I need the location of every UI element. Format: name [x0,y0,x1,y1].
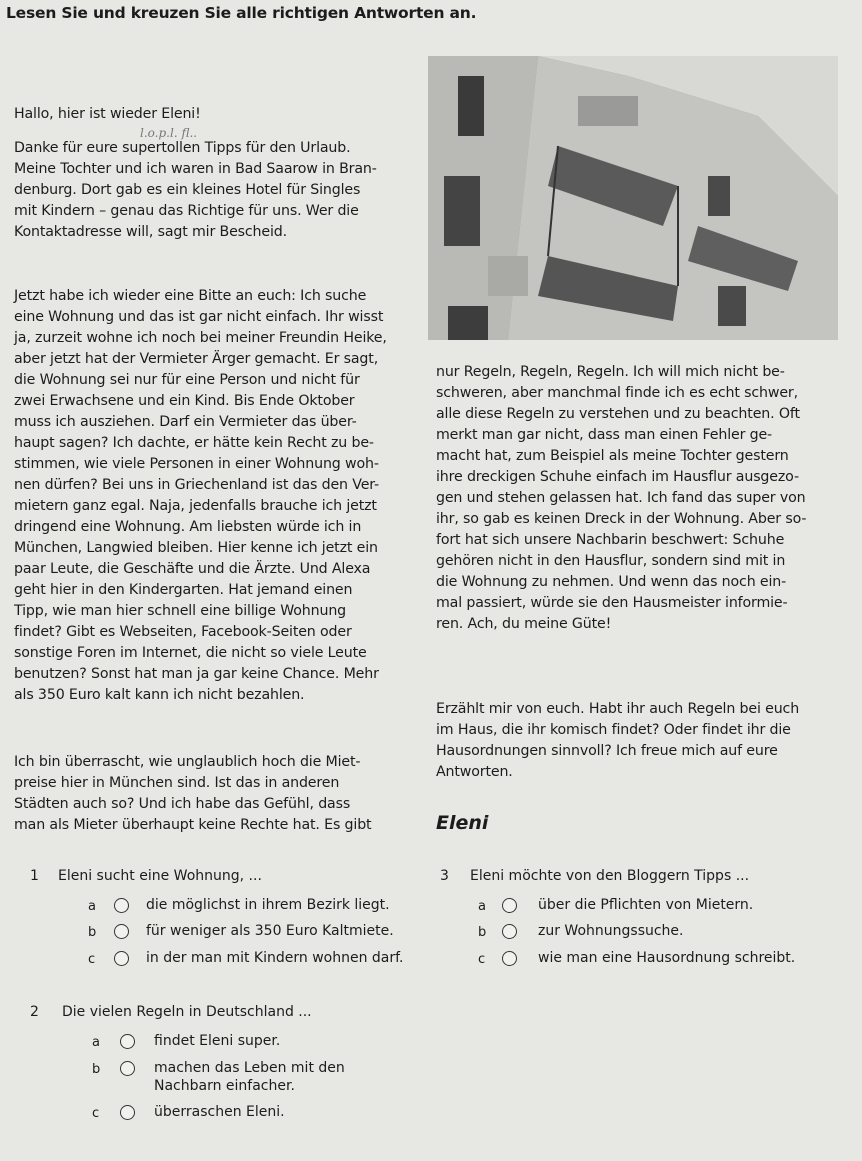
text-line: eine Wohnung und das ist gar nicht einfach. Ihr wisst [14,309,384,325]
exercise-instruction: Lesen Sie und kreuzen Sie alle richtigen Antworten an. [6,4,477,22]
letter-right-paragraph-1 [436,362,806,635]
answer-radio-1a[interactable] [114,898,129,913]
text-line: dringend eine Wohnung. Am liebsten würde ich in [14,519,362,535]
text-line: fort hat sich unsere Nachbarin beschwert: Schuhe [436,532,785,548]
text-line: aber jetzt hat der Vermieter Ärger gemacht. Er sagt, [14,351,379,367]
option-letter: c [478,952,486,967]
question-prompt: Die vielen Regeln in Deutschland ... [62,1004,312,1020]
text-line: Ich bin überrascht, wie unglaublich hoch die Miet- [14,754,361,770]
text-line: preise hier in München sind. Ist das in anderen [14,775,340,791]
text-line: alle diese Regeln zu verstehen und zu beachten. Oft [436,406,800,422]
text-line: die Wohnung zu nehmen. Und wenn das noch ein- [436,574,787,590]
letter-paragraph-3 [14,752,371,836]
text-line: Danke für eure supertollen Tipps für den Urlaub. [14,140,351,156]
text-line: Erzählt mir von euch. Habt ihr auch Regeln bei euch [436,701,800,717]
text-line: Tipp, wie man hier schnell eine billige Wohnung [14,603,347,619]
text-line: man als Mieter überhaupt keine Rechte hat. Es gibt [14,817,372,833]
text-line: gen und stehen gelassen hat. Ich fand das super von [436,490,806,506]
text-line: ihr, so gab es keinen Dreck in der Wohnung. Aber so- [436,511,807,527]
option-text: wie man eine Hausordnung schreibt. [538,950,796,966]
letter-signature: Eleni [436,812,489,834]
option-letter: a [92,1035,100,1050]
option-text: über die Pflichten von Mietern. [538,897,754,913]
option-text: machen das Leben mit den Nachbarn einfacher. [154,1060,345,1094]
option-letter: c [92,1106,100,1121]
text-line: im Haus, die ihr komisch findet? Oder findet ihr die [436,722,791,738]
text-line: ihre dreckigen Schuhe einfach im Hausflur ausgezo- [436,469,799,485]
answer-radio-3b[interactable] [502,924,517,939]
text-line: geht hier in den Kindergarten. Hat jemand einen [14,582,353,598]
option-text: zur Wohnungssuche. [538,923,684,939]
text-line: München, Langwied bleiben. Hier kenne ich jetzt ein [14,540,378,556]
text-line: gehören nicht in den Hausflur, sondern sind mit in [436,553,786,569]
letter-paragraph-2 [14,286,387,706]
option-letter: a [478,899,486,914]
text-line: Hausordnungen sinnvoll? Ich freue mich auf eure [436,743,778,759]
text-line: mit Kindern – genau das Richtige für uns. Wer die [14,203,359,219]
option-text: überraschen Eleni. [154,1104,285,1120]
text-line: zwei Erwachsene und ein Kind. Bis Ende Oktober [14,393,355,409]
text-line: ren. Ach, du meine Güte! [436,616,612,632]
text-line: paar Leute, die Geschäfte und die Ärzte. Und Alexa [14,561,371,577]
text-line: die Wohnung sei nur für eine Person und nicht für [14,372,360,388]
text-line: Städten auch so? Und ich habe das Gefühl, dass [14,796,351,812]
answer-radio-2c[interactable] [120,1105,135,1120]
answer-radio-2b[interactable] [120,1061,135,1076]
option-letter: b [92,1062,101,1077]
text-line: als 350 Euro kalt kann ich nicht bezahlen. [14,687,305,703]
answer-radio-1b[interactable] [114,924,129,939]
question-prompt: Eleni möchte von den Bloggern Tipps ... [470,868,750,884]
option-letter: c [88,952,96,967]
building-photo [428,56,838,340]
text-line: Meine Tochter und ich waren in Bad Saarow in Bran- [14,161,377,177]
text-line: muss ich ausziehen. Darf ein Vermieter das über- [14,414,357,430]
text-line: merkt man gar nicht, dass man einen Fehler ge- [436,427,773,443]
handwritten-note: l.o.p.l. fl.. [140,126,198,140]
text-line: Antworten. [436,764,513,780]
question-prompt: Eleni sucht eine Wohnung, ... [58,868,262,884]
option-text: die möglichst in ihrem Bezirk liegt. [146,897,390,913]
question-number: 1 [30,868,39,884]
option-letter: a [88,899,96,914]
option-text: für weniger als 350 Euro Kaltmiete. [146,923,394,939]
option-letter: b [88,925,97,940]
text-line: schweren, aber manchmal finde ich es echt schwer, [436,385,798,401]
text-line: mietern ganz egal. Naja, jedenfalls brauche ich jetzt [14,498,377,514]
text-line: ja, zurzeit wohne ich noch bei meiner Freundin Heike, [14,330,387,346]
text-line: nur Regeln, Regeln, Regeln. Ich will mich nicht be- [436,364,785,380]
question-number: 2 [30,1004,39,1020]
option-text: in der man mit Kindern wohnen darf. [146,950,404,966]
text-line: sonstige Foren im Internet, die nicht so viele Leute [14,645,367,661]
text-line: haupt sagen? Ich dachte, er hätte kein Recht zu be- [14,435,374,451]
option-letter: b [478,925,487,940]
text-line: stimmen, wie viele Personen in einer Wohnung woh- [14,456,379,472]
text-line: Kontaktadresse will, sagt mir Bescheid. [14,224,287,240]
apartment-building-image [428,56,838,340]
text-line: findet? Gibt es Webseiten, Facebook-Seiten oder [14,624,352,640]
answer-radio-1c[interactable] [114,951,129,966]
text-line: benutzen? Sonst hat man ja gar keine Chance. Mehr [14,666,379,682]
question-number: 3 [440,868,449,884]
option-text: findet Eleni super. [154,1033,281,1049]
letter-right-paragraph-2 [436,699,799,783]
answer-radio-3a[interactable] [502,898,517,913]
text-line: Jetzt habe ich wieder eine Bitte an euch: Ich suche [14,288,367,304]
text-line: macht hat, zum Beispiel als meine Tochter gestern [436,448,789,464]
text-line: mal passiert, würde sie den Hausmeister informie- [436,595,788,611]
answer-radio-3c[interactable] [502,951,517,966]
answer-radio-2a[interactable] [120,1034,135,1049]
letter-greeting: Hallo, hier ist wieder Eleni! [14,106,201,122]
letter-paragraph-1 [14,138,377,243]
text-line: nen dürfen? Bei uns in Griechenland ist das den Ver- [14,477,380,493]
text-line: denburg. Dort gab es ein kleines Hotel für Singles [14,182,361,198]
